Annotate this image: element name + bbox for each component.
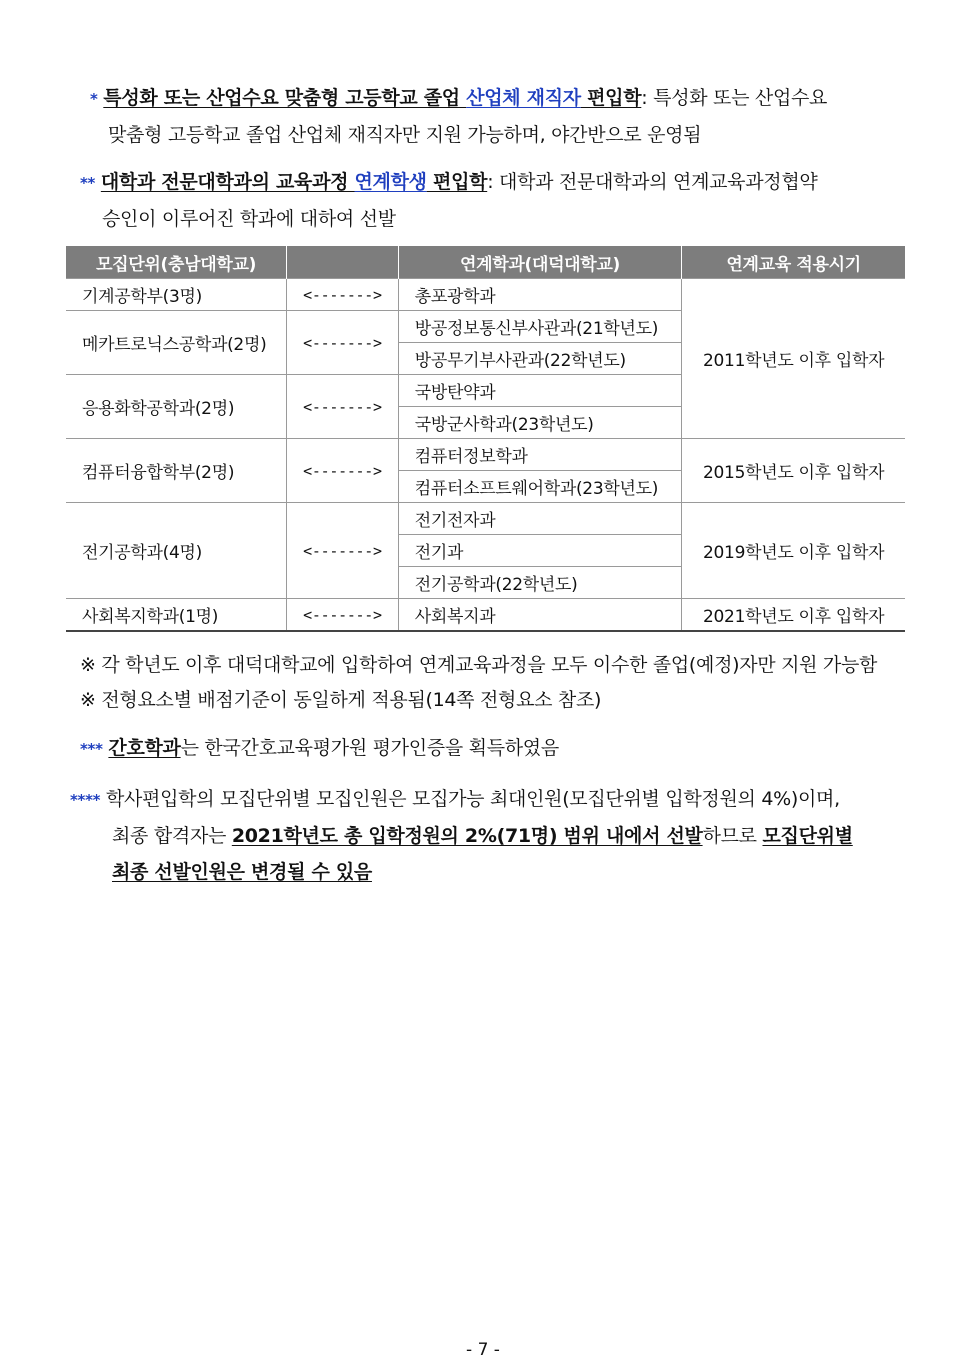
dept-cell: 전기공학과(22학년도) <box>398 567 682 599</box>
reference-note: ※ 각 학년도 이후 대덕대학교에 입학하여 연계교육과정을 모두 이수한 졸업(예정)자만 지원 가능함 <box>80 654 878 676</box>
dept-cell: 컴퓨터소프트웨어학과(23학년도) <box>398 471 682 503</box>
header-recruit-unit: 모집단위(충남대학교) <box>66 246 287 279</box>
period-cell: 2011학년도 이후 입학자 <box>682 279 905 439</box>
note-text: 최종 합격자는 <box>112 825 232 847</box>
unit-cell: 기계공학부(3명) <box>66 279 287 311</box>
note-text: : 특성화 또는 산업수요 <box>641 87 828 109</box>
linked-department-table <box>66 246 905 632</box>
dept-cell: 방공무기부사관과(22학년도) <box>398 343 682 375</box>
note-line <box>80 164 910 201</box>
dept-cell: 사회복지과 <box>398 599 682 632</box>
dept-cell: 컴퓨터정보학과 <box>398 439 682 471</box>
note-line-3: 최종 선발인원은 변경될 수 있음 <box>112 861 372 883</box>
note-title: 특성화 또는 산업수요 맞춤형 고등학교 졸업 <box>103 87 467 109</box>
note-title: 간호학과 <box>108 737 181 759</box>
note-emphasis: 2021학년도 총 입학정원의 2%(71명) 범위 내에서 선발 <box>231 825 703 847</box>
note-text: : 대학과 전문대학과의 연계교육과정협약 <box>487 171 818 193</box>
note-line-2 <box>70 818 910 854</box>
unit-cell: 컴퓨터융합학부(2명) <box>66 439 287 503</box>
arrow-cell: <-------> <box>287 279 399 311</box>
note-linked-student <box>80 164 910 237</box>
header-arrow <box>287 246 399 279</box>
dept-cell: 전기전자과 <box>398 503 682 535</box>
note-industry-worker <box>90 80 910 153</box>
reference-note: ※ 전형요소별 배점기준이 동일하게 적용됨(14쪽 전형요소 참조) <box>80 689 602 711</box>
table-row <box>66 503 905 535</box>
period-cell: 2019학년도 이후 입학자 <box>682 503 905 599</box>
note-text: 하므로 <box>702 825 763 847</box>
header-linked-dept: 연계학과(대덕대학교) <box>398 246 682 279</box>
note-marker: *** <box>80 740 103 758</box>
table-row <box>66 279 905 311</box>
note-line <box>70 781 910 818</box>
dept-cell: 총포광학과 <box>398 279 682 311</box>
unit-cell: 전기공학과(4명) <box>66 503 287 599</box>
note-nursing <box>80 730 559 767</box>
note-title-suffix: 편입학 <box>580 87 642 109</box>
page-number: - 7 - <box>466 1340 500 1360</box>
dept-cell: 국방탄약과 <box>398 375 682 407</box>
note-emphasis: 모집단위별 <box>762 825 853 847</box>
note-quota <box>70 781 910 890</box>
note-title: 대학과 전문대학과의 교육과정 <box>100 171 355 193</box>
header-period: 연계교육 적용시기 <box>682 246 905 279</box>
note-text: 는 한국간호교육평가원 평가인증을 획득하였음 <box>180 737 559 759</box>
period-cell: 2021학년도 이후 입학자 <box>682 599 905 632</box>
table-header-row <box>66 246 905 279</box>
arrow-cell: <-------> <box>287 599 399 632</box>
note-marker: ** <box>80 174 96 192</box>
note-line-2: 승인이 이루어진 학과에 대하여 선발 <box>102 208 396 230</box>
dept-cell: 방공정보통신부사관과(21학년도) <box>398 311 682 343</box>
table-row <box>66 439 905 471</box>
period-cell: 2015학년도 이후 입학자 <box>682 439 905 503</box>
arrow-cell: <-------> <box>287 439 399 503</box>
dept-cell: 전기과 <box>398 535 682 567</box>
arrow-cell: <-------> <box>287 311 399 375</box>
note-line <box>90 80 910 117</box>
unit-cell: 메카트로닉스공학과(2명) <box>66 311 287 375</box>
arrow-cell: <-------> <box>287 375 399 439</box>
arrow-cell: <-------> <box>287 503 399 599</box>
dept-cell: 국방군사학과(23학년도) <box>398 407 682 439</box>
note-marker: * <box>90 90 98 108</box>
note-highlight: 산업체 재직자 <box>466 87 581 109</box>
note-title-suffix: 편입학 <box>426 171 488 193</box>
table-row <box>66 599 905 632</box>
note-text: 학사편입학의 모집단위별 모집인원은 모집가능 최대인원(모집단위별 입학정원의 4%)이며, <box>105 788 840 810</box>
note-highlight: 연계학생 <box>354 171 427 193</box>
unit-cell: 사회복지학과(1명) <box>66 599 287 632</box>
unit-cell: 응용화학공학과(2명) <box>66 375 287 439</box>
note-line-2: 맞춤형 고등학교 졸업 산업체 재직자만 지원 가능하며, 야간반으로 운영됨 <box>108 124 702 146</box>
note-marker: **** <box>70 791 101 809</box>
